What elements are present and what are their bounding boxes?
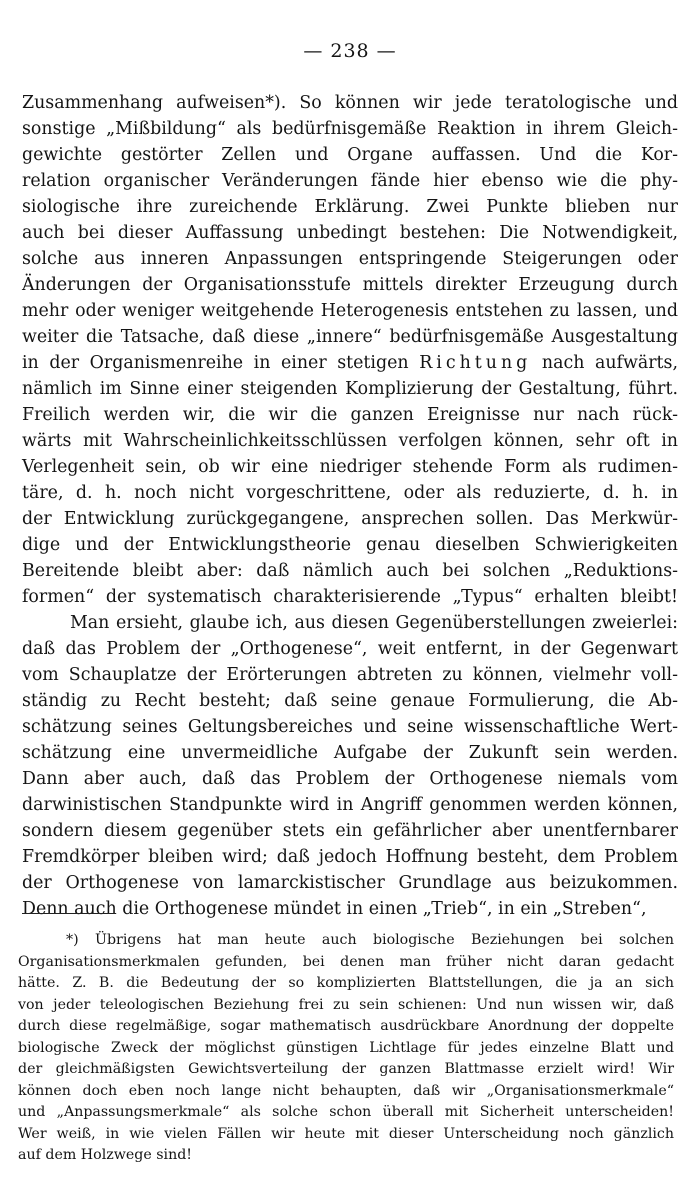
footnote-line: und „Anpassungsmerkmale“ als solche schon überall mit Sicherheit unterscheiden!	[18, 1104, 674, 1120]
footnote-line: *) Übrigens hat man heute auch biologische Beziehungen bei solchen	[66, 932, 674, 948]
body-line: gewichte gestörter Zellen und Organe auffassen. Und die Kor-	[22, 145, 678, 165]
body-line: nämlich im Sinne einer steigenden Komplizierung der Gestaltung, führt.	[22, 379, 678, 399]
body-line: weiter die Tatsache, daß diese „innere“ bedürfnisgemäße Ausgestaltung	[22, 327, 678, 347]
footnote-line: von jeder teleologischen Beziehung frei zu sein schienen: Und nun wissen wir, daß	[18, 996, 674, 1013]
body-line: sonstige „Mißbildung“ als bedürfnisgemäße Reaktion in ihrem Gleich-	[22, 119, 678, 139]
footnote-line: durch diese regelmäßige, sogar mathematisch ausdrückbare Anordnung der doppelte	[18, 1018, 674, 1034]
body-line: auch bei dieser Auffassung unbedingt bestehen: Die Notwendigkeit,	[22, 223, 678, 243]
body-line: Zusammenhang aufweisen*). So können wir jede teratologische und	[22, 93, 678, 113]
body-line: mehr oder weniger weitgehende Heterogenesis entstehen zu lassen, und	[22, 301, 678, 321]
body-line: siologische ihre zureichende Erklärung. Zwei Punkte blieben nur	[22, 197, 678, 217]
body-line: schätzung eine unvermeidliche Aufgabe der Zukunft sein werden.	[22, 743, 678, 763]
body-line: täre, d. h. noch nicht vorgeschrittene, oder als reduzierte, d. h. in	[22, 483, 678, 503]
body-line: dige und der Entwicklungstheorie genau dieselben Schwierigkeiten	[22, 535, 678, 555]
footnote-line: hätte. Z. B. die Bedeutung der so komplizierten Blattstellungen, die ja an sich	[18, 975, 674, 991]
footnote-line: Wer weiß, in wie vielen Fällen wir heute mit dieser Unterscheidung noch gänzlich	[18, 1125, 674, 1142]
body-line: der Entwicklung zurückgegangene, ansprechen sollen. Das Merkwür-	[22, 509, 678, 529]
body-line: wärts mit Wahrscheinlichkeitsschlüssen verfolgen können, sehr oft in	[22, 431, 678, 451]
body-line: Denn auch die Orthogenese mündet in einen „Trieb“, in ein „Streben“,	[22, 899, 647, 919]
body-line: sondern diesem gegenüber stets ein gefährlicher aber unentfernbarer	[22, 821, 678, 841]
footnote-line: der gleichmäßigsten Gewichtsverteilung der ganzen Blattmasse erzielt wird! Wir	[18, 1061, 674, 1077]
page-number: — 238 —	[303, 40, 397, 62]
body-line: daß das Problem der „Orthogenese“, weit entfernt, in der Gegenwart	[22, 639, 678, 659]
body-line: Bereitende bleibt aber: daß nämlich auch bei solchen „Reduktions-	[22, 561, 678, 581]
footnote	[18, 930, 674, 1167]
text-segment: in der Organismenreihe in einer stetigen	[22, 353, 420, 373]
body-line: Freilich werden wir, die wir die ganzen Ereignisse nur nach rück-	[22, 405, 678, 425]
body-line: der Orthogenese von lamarckistischer Grundlage aus beizukommen.	[22, 873, 678, 893]
body-line: Verlegenheit sein, ob wir eine niedriger stehende Form als rudimen-	[22, 457, 678, 477]
footnote-separator	[22, 913, 116, 914]
body-line: Fremdkörper bleiben wird; daß jedoch Hoffnung besteht, dem Problem	[22, 847, 678, 867]
body-line: vom Schauplatze der Erörterungen abtreten zu können, vielmehr voll-	[22, 665, 678, 685]
body-line: formen“ der systematisch charakterisierende „Typus“ erhalten bleibt!	[22, 587, 678, 607]
body-line: relation organischer Veränderungen fände hier ebenso wie die phy-	[22, 171, 678, 191]
body-text	[22, 90, 678, 922]
body-line: darwinistischen Standpunkte wird in Angriff genommen werden können,	[22, 795, 678, 815]
footnote-line: auf dem Holzwege sind!	[18, 1147, 192, 1163]
text-segment: nach aufwärts,	[531, 353, 678, 373]
footnote-line: Organisationsmerkmalen gefunden, bei denen man früher nicht daran gedacht	[18, 953, 674, 970]
body-line: Dann aber auch, daß das Problem der Orthogenese niemals vom	[22, 769, 678, 789]
body-line: Man ersieht, glaube ich, aus diesen Gegenüberstellungen zweierlei:	[70, 613, 678, 633]
emphasized-word: Richtung	[419, 353, 532, 373]
body-line	[22, 350, 678, 376]
body-line: solche aus inneren Anpassungen entspringende Steigerungen oder	[22, 249, 678, 269]
body-line: ständig zu Recht besteht; daß seine genaue Formulierung, die Ab-	[22, 691, 678, 711]
body-line: schätzung seines Geltungsbereiches und seine wissenschaftliche Wert-	[22, 717, 678, 737]
body-line: Änderungen der Organisationsstufe mittels direkter Erzeugung durch	[22, 275, 678, 295]
footnote-line: können doch eben noch lange nicht behaupten, daß wir „Organisationsmerkmale“	[18, 1082, 674, 1099]
footnote-line: biologische Zweck der möglichst günstigen Lichtlage für jedes einzelne Blatt und	[18, 1039, 674, 1056]
